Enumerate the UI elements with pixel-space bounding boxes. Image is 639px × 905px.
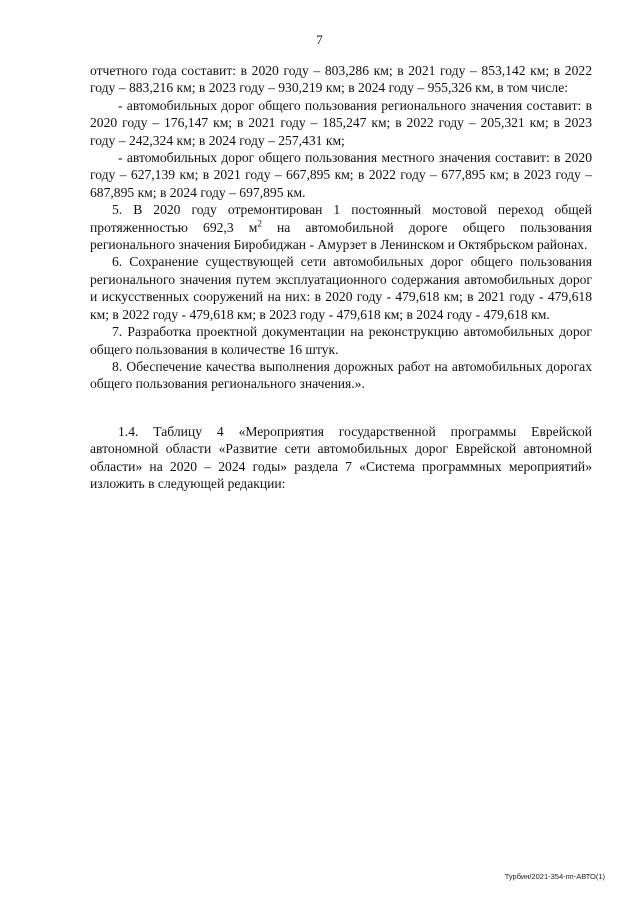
footer-code: Турбин/2021-354-пп-АВТО(1) [504,872,605,881]
paragraph-item-1-4: 1.4. Таблицу 4 «Мероприятия государственной программы Еврейской автономной области «Развитие сети автомобильных дорог Еврейской автономной области» на 2020 – 2024 годы» раздела 7 «Система программных мероприятий» изложить в следующей редакции: [90,423,592,491]
paragraph-local-roads: - автомобильных дорог общего пользования местного значения составит: в 2020 году – 627,139 км; в 2021 году – 667,895 км; в 2022 году – 677,895 км; в 2023 году – 687,895 км; в 2024 году – 697,895 км. [90,150,592,200]
document-body [90,62,592,492]
item-5-text-before: 5. В 2020 году отремонтирован 1 постоянный мостовой переход общей протяженностью 692,3 м [90,202,592,235]
paragraph-item-7: 7. Разработка проектной документации на реконструкцию автомобильных дорог общего пользования в количестве 16 штук. [90,324,592,357]
paragraph-regional-roads: - автомобильных дорог общего пользования регионального значения составит: в 2020 году – 176,147 км; в 2021 году – 185,247 км; в 2022 году – 205,321 км; в 2023 году – 242,324 км; в 2024 году – 257,431 км; [90,97,592,148]
paragraph-item-6: 6. Сохранение существующей сети автомобильных дорог общего пользования регионального значения путем эксплуатационного содержания автомобильных дорог и искусственных сооружений на них: в 2020 году - 479,618 км; в 2021 году - 479,618 км; в 2022 году - 479,618 км; в 2023 году - 479,618 км; в 2024 году - 479,618 км. [90,254,592,322]
paragraph-item-5 [90,201,592,253]
item-5-text-after: на автомобильной дороге общего пользования регионального значения Биробиджан - Амурзет в Ленинском и Октябрьском районах. [90,219,593,253]
item-5-superscript: 2 [257,218,262,229]
page-number: 7 [316,32,323,47]
paragraph-total-length: отчетного года составит: в 2020 году – 803,286 км; в 2021 году – 853,142 км; в 2022 году – 883,216 км; в 2023 году – 930,219 км; в 2024 году – 955,326 км, в том числе: [90,63,592,96]
paragraph-item-8: 8. Обеспечение качества выполнения дорожных работ на автомобильных дорогах общего пользования регионального значения.». [90,358,592,392]
